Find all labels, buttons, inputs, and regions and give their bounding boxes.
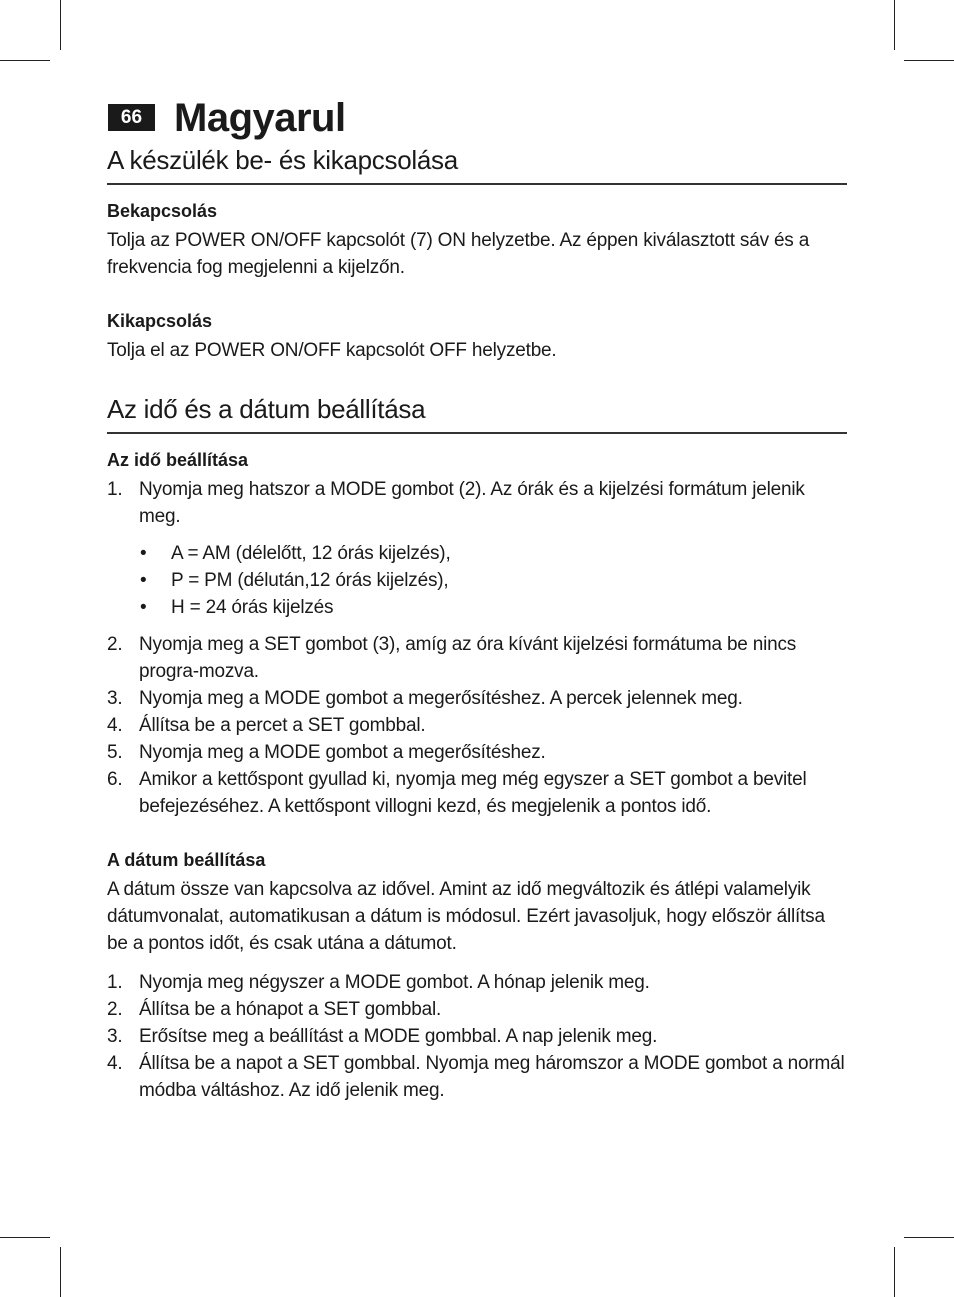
list-item <box>107 685 847 712</box>
subheading-time-setting: Az idő beállítása <box>107 450 249 470</box>
list-item <box>107 1023 847 1050</box>
list-item-number: 2. <box>107 999 123 1020</box>
list-item-text: Állítsa be a hónapot a SET gombbal. <box>139 999 442 1020</box>
paragraph-power-on: Tolja az POWER ON/OFF kapcsolót (7) ON helyzetbe. Az éppen kiválasztott sáv és a frekvencia fog megjelenni a kijelzőn. <box>107 230 810 278</box>
list-item <box>107 1050 847 1104</box>
page-content <box>107 143 847 1104</box>
list-item <box>107 631 847 685</box>
date-steps-list <box>107 969 847 1104</box>
list-item <box>107 712 847 739</box>
list-item-text: Nyomja meg négyszer a MODE gombot. A hónap jelenik meg. <box>139 972 650 993</box>
time-steps-list-start <box>107 476 847 530</box>
list-item-text: Állítsa be a napot a SET gombbal. Nyomja meg háromszor a MODE gombot a normál módba váltáshoz. Az idő jelenik meg. <box>139 1053 845 1101</box>
list-item-text: Erősítse meg a beállítást a MODE gombbal. A nap jelenik meg. <box>139 1026 658 1047</box>
bullet-text: P = PM (délután,12 órás kijelzés), <box>171 570 449 591</box>
crop-mark-top-left-vertical <box>60 0 61 50</box>
list-item-number: 3. <box>107 688 123 709</box>
list-item-number: 4. <box>107 715 123 736</box>
crop-mark-top-right-horizontal <box>904 60 954 61</box>
list-item <box>107 969 847 996</box>
list-item-text: Nyomja meg a SET gombot (3), amíg az óra kívánt kijelzési formátuma be nincs progra-mozva. <box>139 634 797 682</box>
list-item-text: Nyomja meg a MODE gombot a megerősítéshez. <box>139 742 546 763</box>
section-title-time-date: Az idő és a dátum beállítása <box>107 392 847 434</box>
list-item-text: Amikor a kettőspont gyullad ki, nyomja meg még egyszer a SET gombot a bevitel befejezéséhez. A kettőspont villogni kezd, és megjelenik a pontos idő. <box>139 769 807 817</box>
list-item-number: 4. <box>107 1053 123 1074</box>
list-item-number: 5. <box>107 742 123 763</box>
list-item-number: 1. <box>107 479 123 500</box>
page-number: 66 <box>108 104 155 131</box>
bullet-icon: • <box>140 543 147 564</box>
bullet-icon: • <box>140 570 147 591</box>
list-item <box>107 739 847 766</box>
list-item-text: Állítsa be a percet a SET gombbal. <box>139 715 426 736</box>
bullet-text: H = 24 órás kijelzés <box>171 597 334 618</box>
subheading-power-off: Kikapcsolás <box>107 311 213 331</box>
crop-mark-bottom-left-vertical <box>60 1247 61 1297</box>
list-item-number: 3. <box>107 1026 123 1047</box>
list-item-number: 1. <box>107 972 123 993</box>
crop-mark-bottom-left-horizontal <box>0 1237 50 1238</box>
subheading-power-on: Bekapcsolás <box>107 201 218 221</box>
bullet-icon: • <box>140 597 147 618</box>
bullet-item <box>107 567 847 594</box>
paragraph-date-intro: A dátum össze van kapcsolva az idővel. Amint az idő megváltozik és átlépi valamelyik dátumvonalat, automatikusan a dátum is módosul. Ezért javasoljuk, hogy először állítsa be a pontos időt, és csak utána a dátumot. <box>107 879 825 954</box>
list-item-number: 2. <box>107 634 123 655</box>
subheading-date-setting: A dátum beállítása <box>107 850 266 870</box>
list-item-number: 6. <box>107 769 123 790</box>
bullet-item <box>107 540 847 567</box>
crop-mark-top-right-vertical <box>894 0 895 50</box>
page-language-title: Magyarul <box>174 96 346 140</box>
list-item-text: Nyomja meg a MODE gombot a megerősítéshez. A percek jelennek meg. <box>139 688 743 709</box>
time-format-bullets <box>107 540 847 621</box>
crop-mark-bottom-right-vertical <box>894 1247 895 1297</box>
time-steps-list-rest <box>107 631 847 820</box>
list-item <box>107 996 847 1023</box>
section-title-power: A készülék be- és kikapcsolása <box>107 143 847 185</box>
paragraph-power-off: Tolja el az POWER ON/OFF kapcsolót OFF helyzetbe. <box>107 340 557 361</box>
bullet-text: A = AM (délelőtt, 12 órás kijelzés), <box>171 543 451 564</box>
list-item <box>107 476 847 530</box>
bullet-item <box>107 594 847 621</box>
crop-mark-top-left-horizontal <box>0 60 50 61</box>
list-item-text: Nyomja meg hatszor a MODE gombot (2). Az órák és a kijelzési formátum jelenik meg. <box>139 479 805 527</box>
crop-mark-bottom-right-horizontal <box>904 1237 954 1238</box>
list-item <box>107 766 847 820</box>
